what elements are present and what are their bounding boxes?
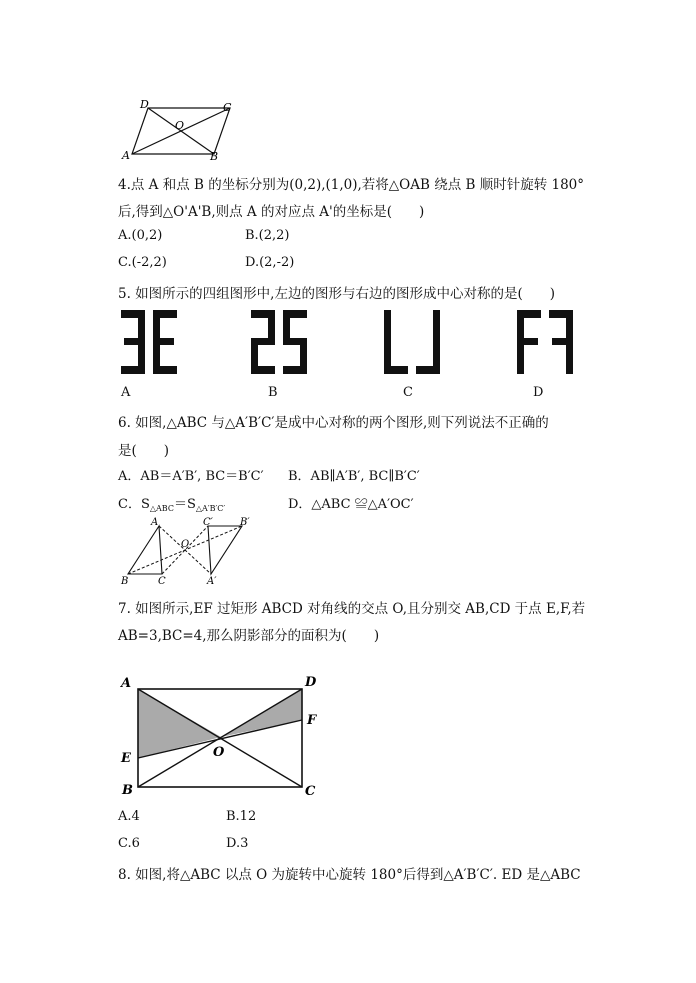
- label-d: D: [140, 98, 149, 111]
- label-c: C: [223, 101, 232, 114]
- q5-label-b: B: [268, 385, 278, 400]
- q4-line1: 4.点 A 和点 B 的坐标分别为(0,2),(1,0),若将△OAB 绕点 B 顺时针旋转 180°: [118, 177, 585, 193]
- q6-label-a2: A′: [207, 576, 217, 586]
- q7-label-c: C: [305, 784, 316, 799]
- label-o: O: [175, 119, 185, 132]
- q6-option-c-sub1: △ABC: [149, 504, 174, 513]
- q4-option-a: A.(0,2): [118, 228, 163, 243]
- q4-option-b: B.(2,2): [245, 228, 290, 243]
- q6-label-b: B: [121, 576, 129, 586]
- q4-option-d: D.(2,-2): [245, 255, 295, 270]
- q7-option-b: B.12: [226, 809, 257, 824]
- q6-line1: 6. 如图,△ABC 与△A′B′C′是成中心对称的两个图形,则下列说法不正确的: [118, 415, 549, 431]
- q5-glyph-d: [517, 310, 575, 374]
- q7-line2: AB=3,BC=4,那么阴影部分的面积为( ): [118, 628, 380, 644]
- q5-glyph-b: [251, 310, 309, 374]
- q5-glyph-a: [121, 310, 179, 374]
- q6-option-d: D．△ABC ≌△A′OC′: [288, 497, 414, 512]
- q7-option-c: C.6: [118, 836, 140, 851]
- q7-line1: 7. 如图所示,EF 过矩形 ABCD 对角线的交点 O,且分别交 AB,CD 于点 E,F,若: [118, 601, 586, 617]
- q6-option-c: [118, 493, 225, 512]
- q5-label-c: C: [403, 385, 413, 400]
- parallelogram-figure: [118, 96, 248, 164]
- q6-label-o: O: [181, 539, 190, 550]
- q5-label-d: D: [533, 385, 544, 400]
- q7-label-b: B: [122, 783, 133, 798]
- q7-label-d: D: [305, 675, 317, 690]
- q6-label-b2: B′: [240, 517, 250, 528]
- q6-label-a: A: [151, 517, 159, 528]
- q8-text: 8. 如图,将△ABC 以点 O 为旋转中心旋转 180°后得到△A′B′C′. ED 是△ABC: [118, 867, 581, 883]
- q6-option-a: A．AB＝A′B′, BC＝B′C′: [118, 469, 264, 484]
- label-a: A: [122, 149, 130, 162]
- q6-option-c-prefix: C．S: [118, 497, 150, 512]
- q6-label-c: C: [158, 576, 166, 586]
- q4-option-c: C.(-2,2): [118, 255, 167, 270]
- q6-figure: [118, 514, 268, 586]
- q6-option-b: B．AB∥A′B′, BC∥B′C′: [288, 469, 420, 484]
- q7-option-a: A.4: [118, 809, 140, 824]
- q7-rectangle-figure: [116, 670, 326, 802]
- q6-line2: 是( ): [118, 443, 170, 459]
- q7-label-o: O: [213, 745, 225, 760]
- q7-label-f: F: [307, 713, 317, 728]
- q6-option-c-sub2: △A′B′C′: [195, 504, 226, 513]
- q5-glyph-c: [384, 310, 442, 374]
- q7-option-d: D.3: [226, 836, 249, 851]
- q6-option-c-mid: ＝S: [173, 497, 196, 512]
- q6-label-c2: C′: [203, 517, 213, 528]
- q7-label-e: E: [121, 751, 131, 766]
- label-b: B: [210, 150, 219, 163]
- q7-label-a: A: [121, 676, 132, 691]
- q5-text: 5. 如图所示的四组图形中,左边的图形与右边的图形成中心对称的是( ): [118, 286, 555, 302]
- q4-line2: 后,得到△O'A'B,则点 A 的对应点 A'的坐标是( ): [118, 204, 425, 220]
- q5-label-a: A: [121, 385, 131, 400]
